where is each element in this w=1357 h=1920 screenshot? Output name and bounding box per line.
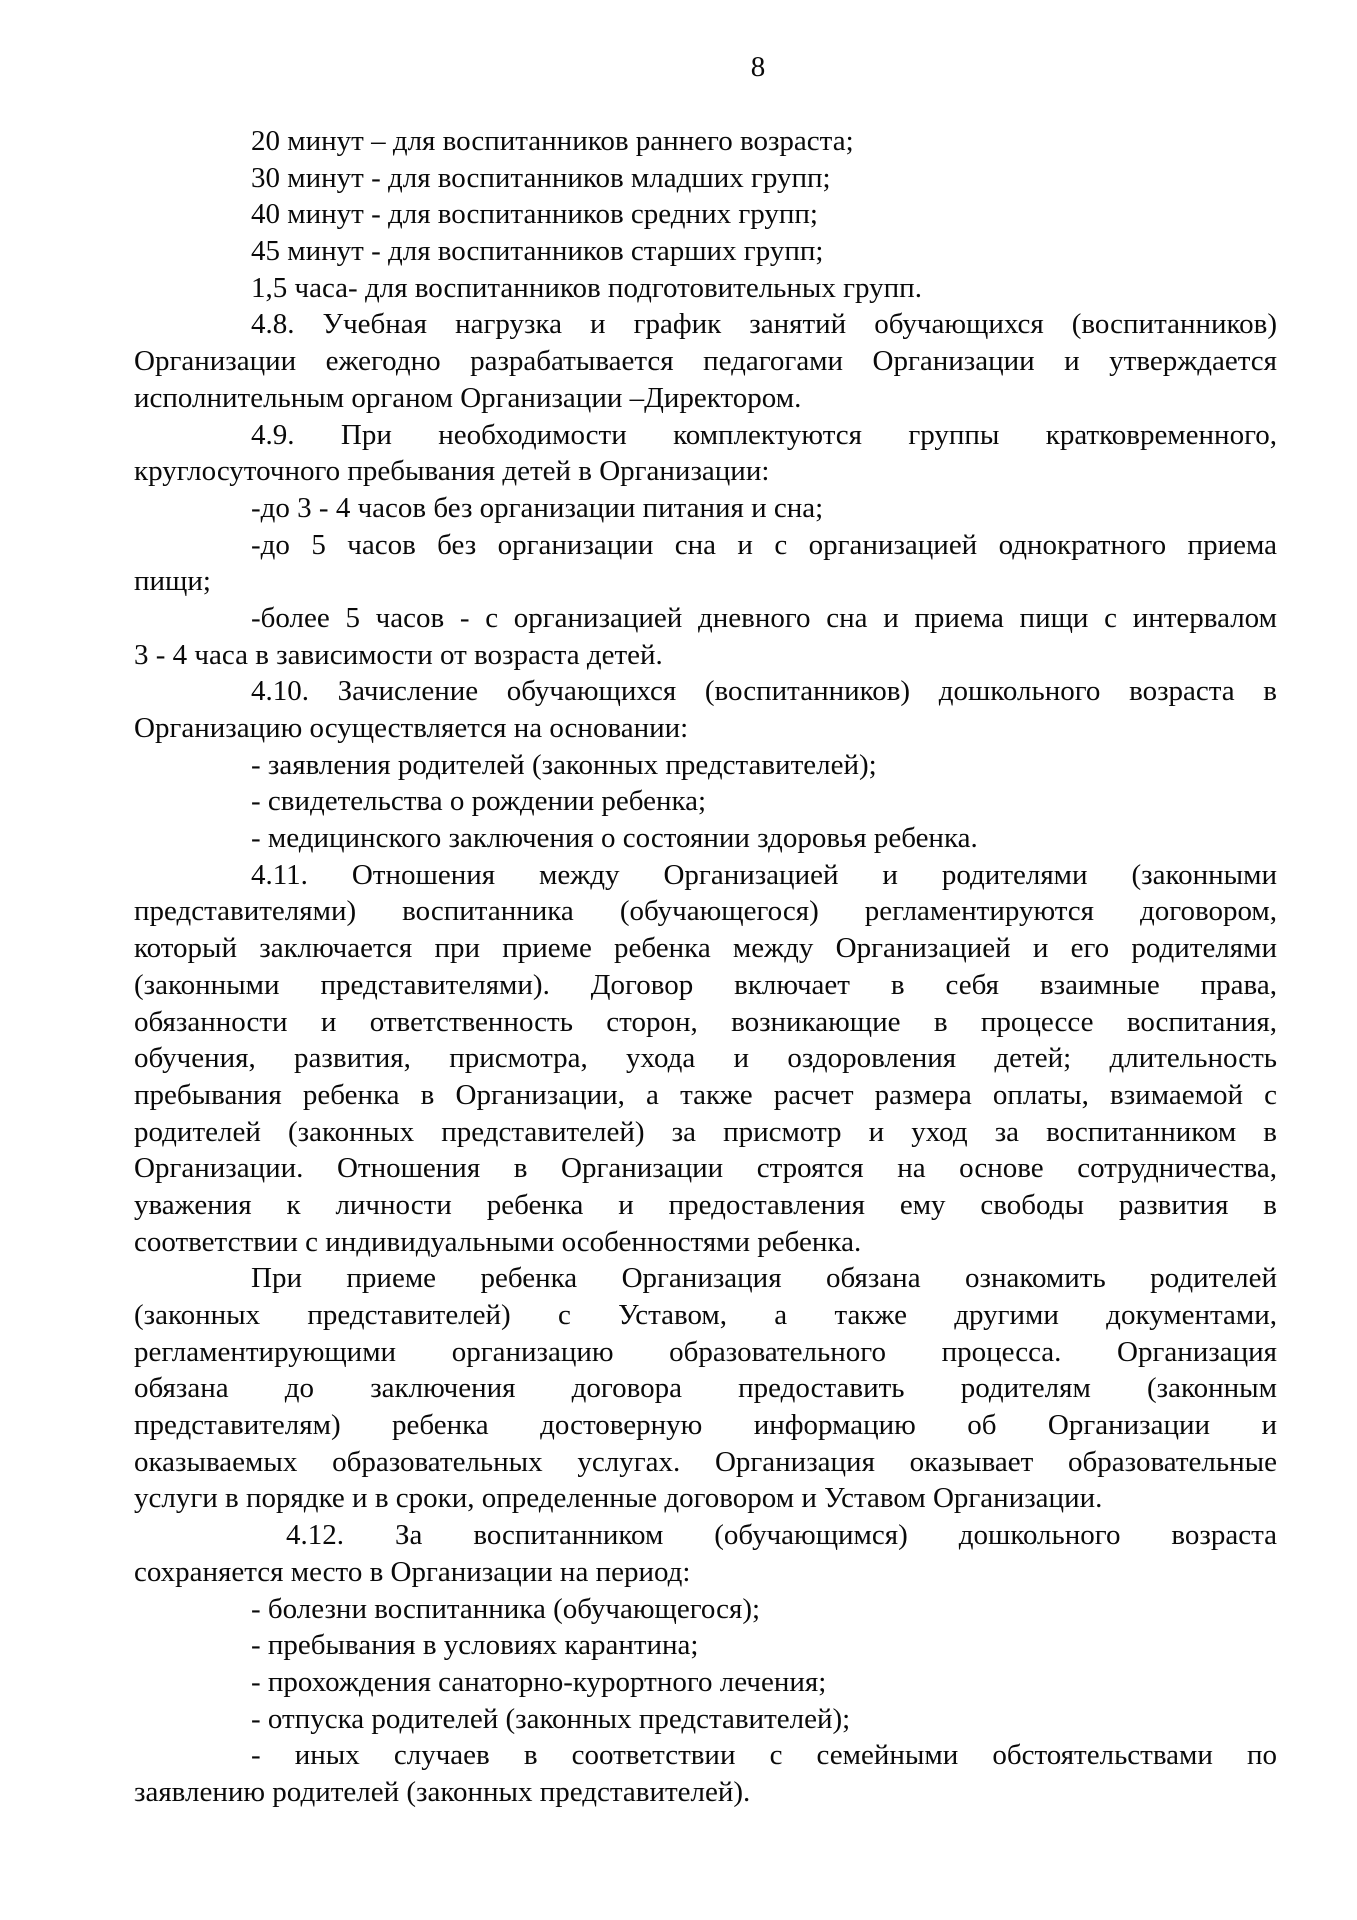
text-line: (законных представителей) с Уставом, а также другими документами, bbox=[134, 1299, 1277, 1331]
text-line: - медицинского заключения о состоянии здоровья ребенка. bbox=[251, 822, 978, 855]
text-line: представителями) воспитанника (обучающегося) регламентируются договором, bbox=[134, 895, 1277, 928]
text-line: -до 3 - 4 часов без организации питания и сна; bbox=[251, 491, 824, 524]
text-line: -до 5 часов без организации сна и с организацией однократного приема bbox=[251, 528, 1277, 561]
text-line: исполнительным органом Организации –Директором. bbox=[134, 381, 802, 414]
text-line: обязанности и ответственность сторон, возникающие в процессе воспитания, bbox=[134, 1005, 1277, 1038]
text-line: услуги в порядке и в сроки, определенные договором и Уставом Организации. bbox=[134, 1482, 1103, 1515]
text-line: - болезни воспитанника (обучающегося); bbox=[251, 1592, 761, 1625]
text-line: 20 минут – для воспитанников раннего возраста; bbox=[251, 125, 854, 157]
text-line: - отпуска родителей (законных представителей); bbox=[251, 1702, 851, 1735]
text-line: 45 минут - для воспитанников старших групп; bbox=[251, 235, 824, 268]
text-line: 4.11. Отношения между Организацией и родителями (законными bbox=[251, 858, 1277, 891]
text-line: - свидетельства о рождении ребенка; bbox=[251, 785, 707, 818]
text-line: круглосуточного пребывания детей в Организации: bbox=[134, 455, 770, 488]
text-line: - пребывания в условиях карантина; bbox=[251, 1629, 699, 1662]
text-line: При приеме ребенка Организация обязана ознакомить родителей bbox=[251, 1262, 1277, 1295]
text-line: обязана до заключения договора предоставить родителям (законным bbox=[134, 1372, 1277, 1405]
text-line: - иных случаев в соответствии с семейными обстоятельствами по bbox=[251, 1739, 1277, 1772]
text-line: Организации. Отношения в Организации строятся на основе сотрудничества, bbox=[134, 1152, 1277, 1185]
text-line: 4.9. При необходимости комплектуются группы кратковременного, bbox=[251, 418, 1277, 451]
text-line: 30 минут - для воспитанников младших групп; bbox=[251, 161, 831, 194]
text-line: - заявления родителей (законных представителей); bbox=[251, 748, 877, 781]
text-line: Организацию осуществляется на основании: bbox=[134, 712, 689, 744]
text-line: - прохождения санаторно-курортного лечения; bbox=[251, 1665, 827, 1698]
text-line: заявлению родителей (законных представителей). bbox=[134, 1775, 751, 1808]
text-line: Организации ежегодно разрабатывается педагогами Организации и утверждается bbox=[134, 345, 1277, 378]
text-line: обучения, развития, присмотра, ухода и оздоровления детей; длительность bbox=[134, 1042, 1277, 1075]
text-line: оказываемых образовательных услугах. Организация оказывает образовательные bbox=[134, 1445, 1277, 1478]
text-line: родителей (законных представителей) за присмотр и уход за воспитанником в bbox=[134, 1115, 1277, 1148]
text-line: уважения к личности ребенка и предоставления ему свободы развития в bbox=[134, 1188, 1277, 1221]
text-line: 4.8. Учебная нагрузка и график занятий обучающихся (воспитанников) bbox=[251, 308, 1277, 341]
text-line: 4.10. Зачисление обучающихся (воспитанников) дошкольного возраста в bbox=[251, 675, 1277, 708]
text-line: (законными представителями). Договор включает в себя взаимные права, bbox=[134, 968, 1277, 1001]
document-body bbox=[134, 123, 1277, 1811]
text-line: представителям) ребенка достоверную информацию об Организации и bbox=[134, 1409, 1277, 1442]
text-line: 1,5 часа- для воспитанников подготовительных групп. bbox=[251, 271, 922, 304]
text-line: 4.12. За воспитанником (обучающимся) дошкольного возраста bbox=[286, 1519, 1277, 1552]
text-line: пищи; bbox=[134, 565, 211, 598]
text-line: который заключается при приеме ребенка между Организацией и его родителями bbox=[134, 932, 1277, 965]
page-number: 8 bbox=[750, 51, 766, 83]
text-line: пребывания ребенка в Организации, а также расчет размера оплаты, взимаемой с bbox=[134, 1078, 1277, 1111]
text-line: -более 5 часов - с организацией дневного сна и приема пищи с интервалом bbox=[251, 601, 1277, 634]
text-line: регламентирующими организацию образовательного процесса. Организация bbox=[134, 1335, 1277, 1368]
text-line: соответствии с индивидуальными особенностями ребенка. bbox=[134, 1225, 862, 1258]
text-line: 3 - 4 часа в зависимости от возраста детей. bbox=[134, 638, 663, 671]
text-line: 40 минут - для воспитанников средних групп; bbox=[251, 198, 818, 231]
text-line: сохраняется место в Организации на период: bbox=[134, 1555, 691, 1588]
